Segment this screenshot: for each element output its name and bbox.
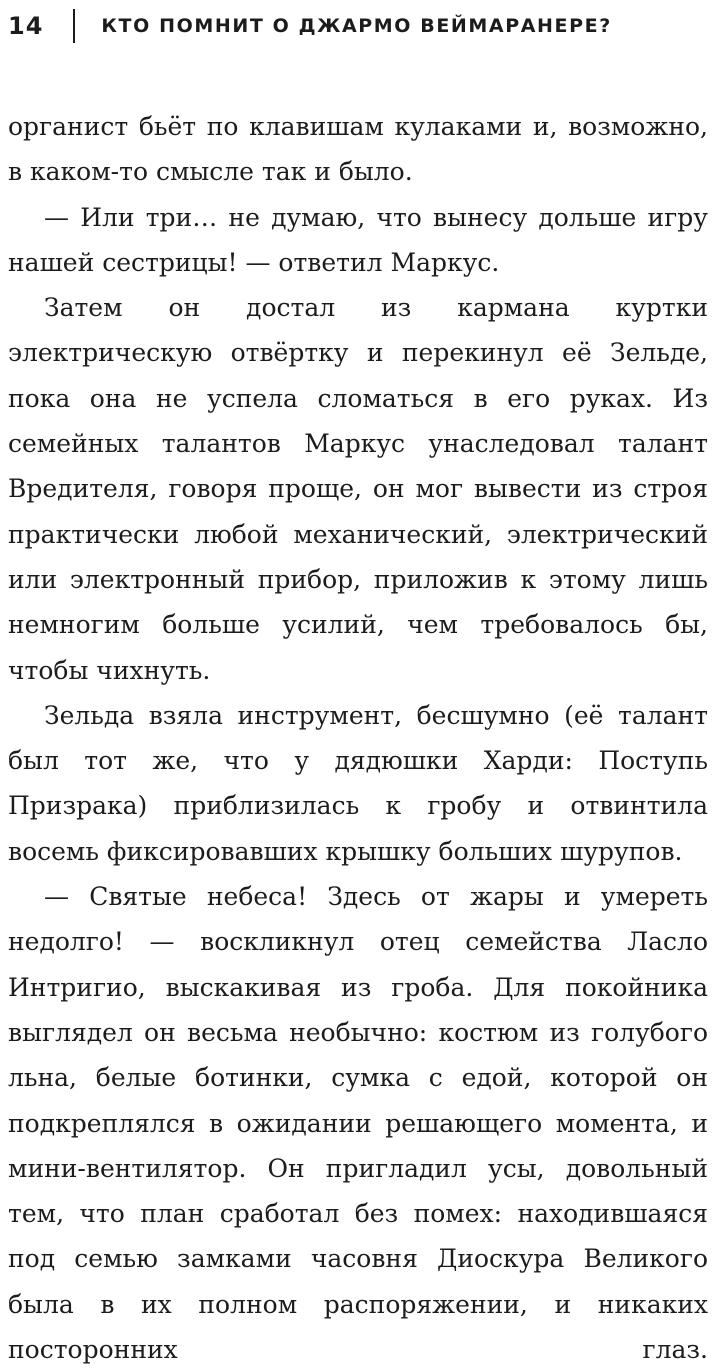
paragraph-continued: органист бьёт по клавишам кулаками и, возможно, в каком-то смысле так и было. xyxy=(8,112,708,187)
running-header xyxy=(8,6,612,46)
book-title: КТО ПОМНИТ О ДЖАРМО ВЕЙМАРАНЕРЕ? xyxy=(101,15,612,37)
page-body xyxy=(8,104,708,1372)
page-number: 14 xyxy=(8,12,44,40)
paragraph-dialogue: — Святые небеса! Здесь от жары и умереть недолго! — воскликнул отец семейства Ласло Интригио, выскакивая из гроба. Для покойника выглядел он весьма необычно: костюм из голубого льна, белые ботинки, сумка с едой, которой он подкреплялся в ожидании решающего момента, и мини-вентилятор. Он пригладил усы, довольный тем, что план сработал без помех: находившаяся под семью замками часовня Диоскура Великого была в их полном распоряжении, и никаких посторонних глаз. xyxy=(8,882,708,1365)
header-divider xyxy=(73,9,75,43)
paragraph: Зельда взяла инструмент, бесшумно (её талант был тот же, что у дядюшки Харди: Поступь Призрака) приблизилась к гробу и отвинтила восемь фиксировавших крышку больших шурупов. xyxy=(8,700,708,866)
paragraph: Затем он достал из кармана куртки электрическую отвёртку и перекинул её Зельде, пока она не успела сломаться в его руках. Из семейных талантов Маркус унаследовал талант Вредителя, говоря проще, он мог вывести из строя практически любой механический, электрический или электронный прибор, приложив к этому лишь немногим больше усилий, чем требовалось бы, чтобы чихнуть. xyxy=(8,293,708,685)
paragraph-dialogue: — Или три… не думаю, что вынесу дольше игру нашей сестрицы! — ответил Маркус. xyxy=(8,202,708,277)
